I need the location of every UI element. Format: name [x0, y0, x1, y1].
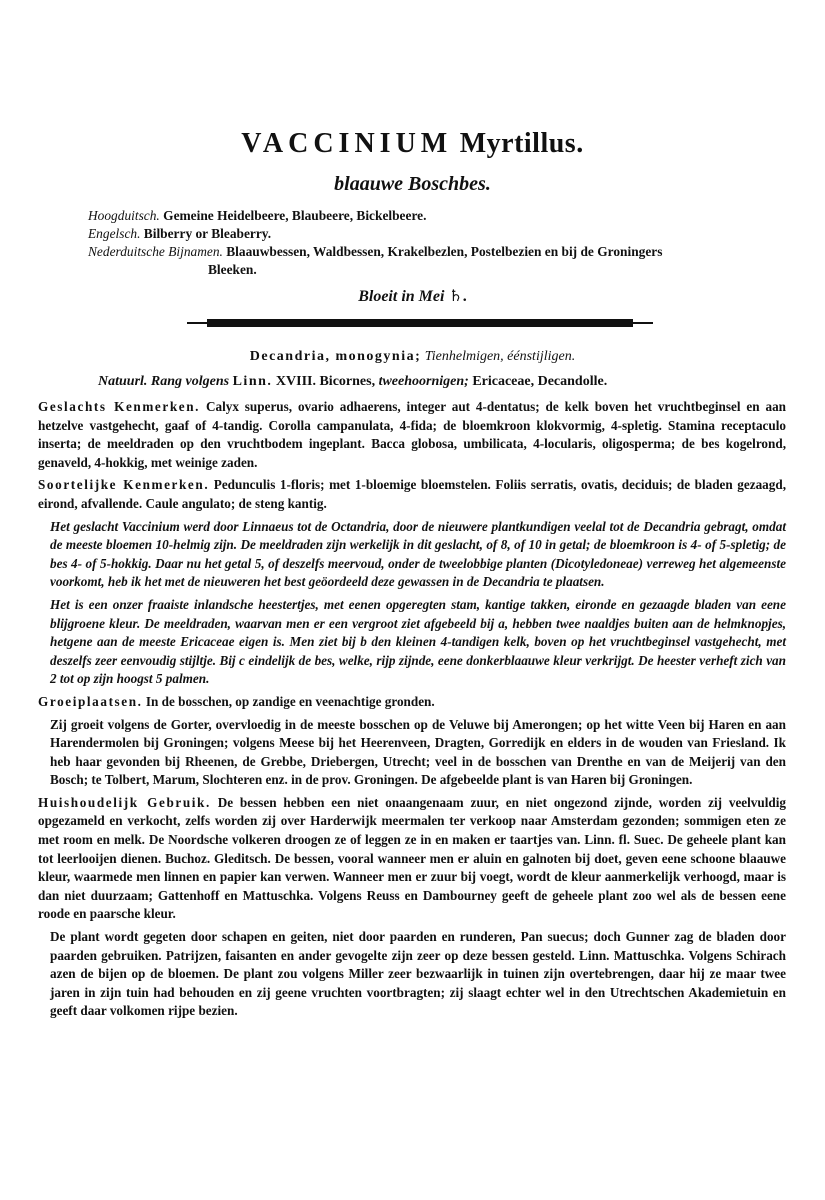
english-label: Engelsch. — [88, 226, 141, 241]
genus-characters-text: Calyx superus, ovario adhaerens, integer aut 4-dentatus; de kelk boven het vruchtbeginsel en aan hetzelve vastgehecht, gaaf of 4-tandig. Corolla campanulata, 4-fida; de bloemkroon klokvormig, 4-spletig. Stamina receptaculo inserta; de meeldraden op den vruchtbodem ingeplant. Bacca globosa, umbilicata, 4-locularis, oligosperma; de bes kogelrond, genaveld, 4-hokkig, met weinige zaden. — [38, 399, 787, 470]
rank-text: XVIII. Bicornes, — [275, 374, 376, 389]
page-title — [0, 128, 825, 160]
household-use-continued: De plant wordt gegeten door schapen en geiten, niet door paarden en runderen, Pan suecus; doch Gunner zag de bladen door paarden gebruiken. Patrijzen, faisanten en ander gevogelte zijn zeer op deze bessen gesteld. Linn. Mattuschka. Volgens Schirach azen de bijen op de bloemen. De plant zou volgens Miller zeer bezwaarlijk in tuinen zijn overtebrengen, daar hij ze maar twee jaren in zijn tuin had behouden en zij geene vruchten voortbragten; zij slaagt echter wel in den Utrechtschen Akademietuin en geeft daar volkomen rijpe bezien. — [50, 929, 786, 1019]
dialect-text: Blaauwbessen, Waldbessen, Krakelbezlen, Postelbezien en bij de Groningers — [226, 244, 663, 259]
species-characters-heading: Soortelijke Kenmerken. — [38, 477, 210, 493]
habitat-text: In de bosschen, op zandige en veenachtige gronden. — [145, 693, 435, 709]
household-use — [38, 794, 786, 924]
habitat-heading: Groeiplaatsen. — [38, 693, 143, 709]
ornamental-rule — [207, 319, 633, 327]
species-name: Myrtillus. — [459, 128, 584, 159]
description-body — [38, 398, 786, 1025]
household-use-heading: Huishoudelijk Gebruik. — [38, 794, 211, 810]
english-text: Bilberry or Bleaberry. — [143, 226, 272, 241]
note-genus-placement: Het geslacht Vaccinium werd door Linnaeus tot de Octandria, door de nieuwere plantkundigen veelal tot de Decandria gebragt, omdat de meeste bloemen 10-helmig zijn. De meeldraden zijn werkelijk in dit geslacht, of 8, of 10 in getal; de bloemkroon is 4- of 5-spletig; de bes 4- of 5-hokkig. Daar nu het getal 5, of deszelfs meervoud, onder de tweelobbige planten (Dicotyledoneae) verreweg het algemeenste voorkomt, heb ik het met de nieuweren het best geöordeeld deze gewassen in de Decandria te plaatsen. — [50, 518, 786, 590]
vernacular-names — [88, 207, 798, 279]
flowering-period — [0, 286, 825, 306]
genus-name: VACCINIUM — [241, 128, 453, 159]
flowering-label: Bloeit in Mei — [358, 288, 445, 305]
english-names-row — [88, 225, 798, 243]
natural-rank — [98, 374, 798, 390]
species-characters — [38, 476, 786, 513]
dutch-common-name: blaauwe Boschbes. — [334, 173, 491, 195]
species-characters-text: Pedunculis 1-floris; met 1-bloemige bloemstelen. Foliis serratis, ovatis, deciduis; de bladen gezaagd, eirond, afvallende. Caule angulato; de steng kantig. — [38, 477, 786, 511]
rank-text-2: Ericaceae, Decandolle. — [472, 374, 608, 389]
linnaean-classification — [0, 349, 825, 365]
genus-characters — [38, 398, 786, 472]
genus-characters-heading: Geslachts Kenmerken. — [38, 399, 201, 414]
classification-dutch: Tienhelmigen, éénstijligen. — [424, 349, 576, 364]
rank-dutch: tweehoornigen; — [378, 374, 469, 389]
dialect-names-continuation: Bleeken. — [208, 262, 257, 277]
rank-label: Natuurl. Rang volgens — [98, 374, 230, 389]
dialect-names-row — [88, 243, 798, 261]
household-use-text: De bessen hebben een niet onaangenaam zuur, en niet ongezond zijnde, worden zij veelvuldig opgezameld en verkocht, zelfs worden zij over Harderwijk meermalen ter verkoop naar Amsterdam gezonden; sommigen eten ze met room en melk. De Noordsche volkeren droogen ze of leggen ze in en maken er taartjes van. Linn. fl. Suec. De geheele plant kan tot leerlooijen dienen. Buchoz. Gleditsch. De bessen, vooral wanneer men er aluin en galnoten bij doet, geven eene schoone blaauwe kleur, waarmede men linnen en papier kan verwen. Wanneer men er zuur bij voegt, wordt de kleur aanmerkelijk verhoogd, maar is dan niet duurzaam; Gattenhoff en Mattuschka. Volgens Reuss en Dambourney geeft de geheele plant zoo wel als de bessen eene roode en paarsche kleur. — [38, 794, 786, 922]
rank-author: Linn. — [232, 374, 273, 389]
german-text: Gemeine Heidelbeere, Blaubeere, Bickelbeere. — [163, 208, 427, 223]
dialect-label: Nederduitsche Bijnamen. — [88, 244, 223, 259]
note-plant-description: Het is een onzer fraaiste inlandsche heestertjes, met eenen opgeregten stam, kantige takken, eironde en gezaagde bladen van eene blijgroene kleur. De meeldraden, waarvan men er een vergroot ziet afgebeeld bij a, hebben twee naaldjes buiten aan de helmknopjes, hetgene aan de meeste Ericaceae eigen is. Men ziet bij b den kleinen 4-tandigen kelk, boven op het vruchtbeginsel vastgehecht, met deszelfs zeer eenvoudig stijltje. Bij c eindelijk de bes, welke, rijp zijnde, eene donkerblaauwe kleur verkrijgt. De heester verheft zich van 2 tot op zijn hoogst 5 palmen. — [50, 596, 786, 687]
perennial-symbol: ♄. — [448, 288, 467, 305]
classification-latin: Decandria, monogynia; — [249, 349, 422, 364]
german-label: Hoogduitsch. — [88, 208, 160, 223]
german-names-row — [88, 207, 798, 225]
habitat — [38, 693, 786, 712]
habitat-localities: Zij groeit volgens de Gorter, overvloedig in de meeste bosschen op de Veluwe bij Amerongen; op het witte Veen bij Haren en aan Harendermolen bij Groningen; volgens Meese bij het Heerenveen, Dragten, Gorredijk en elders in de wouden van Friesland. Ik heb haar gevonden bij Rheenen, de Grebbe, Driebergen, Utrecht; veel in de bosschen van Drenthe en van de Meijerij van den Bosch; te Tolbert, Marum, Slochteren enz. in de prov. Groningen. De afgebeelde plant is van Haren bij Groningen. — [50, 716, 786, 788]
